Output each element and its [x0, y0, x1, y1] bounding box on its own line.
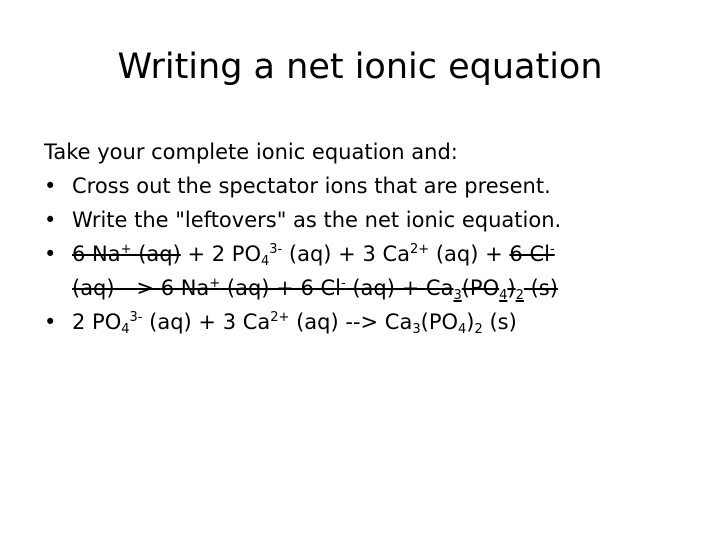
bullet-marker: • — [44, 310, 57, 334]
spectator-rest: (aq) --> 6 Na+ (aq) + 6 Cl- $(aq) + Ca_3(PO_4)_2$ (s) — [72, 276, 558, 303]
bullet-text: Cross out the spectator ions that are present. — [72, 174, 551, 198]
net-equation-item — [44, 305, 704, 339]
spectator-cl-left: 6 Cl- — [509, 242, 555, 266]
bullet-item — [44, 203, 704, 237]
net-equation: 2 $PO_4^{3-}$ (aq) + 3 $Ca^{2+}$ (aq) --> $Ca_3(PO_4)_2$ (s) — [72, 310, 517, 337]
slide-title: Writing a net ionic equation — [117, 47, 603, 87]
complete-equation-item — [44, 237, 704, 305]
complete-equation: 6 Na+ (aq) + 2 $PO_4^{3-}$ (aq) + 3 $Ca^{2+}$ (aq) + 6 Cl- (aq) --> 6 Na+ (aq) + 6 Cl- $(aq) + Ca_3(PO_4)_2$ (s) — [72, 242, 558, 303]
spectator-na-left: 6 Na+ (aq) — [72, 242, 181, 266]
bullet-text: Write the "leftovers" as the net ionic equation. — [72, 208, 562, 232]
slide-body — [44, 135, 704, 339]
bullet-marker: • — [44, 242, 57, 266]
bullet-marker: • — [44, 208, 57, 232]
bullet-marker: • — [44, 174, 57, 198]
bullet-item — [44, 169, 704, 203]
intro-text: Take your complete ionic equation and: — [44, 140, 458, 164]
